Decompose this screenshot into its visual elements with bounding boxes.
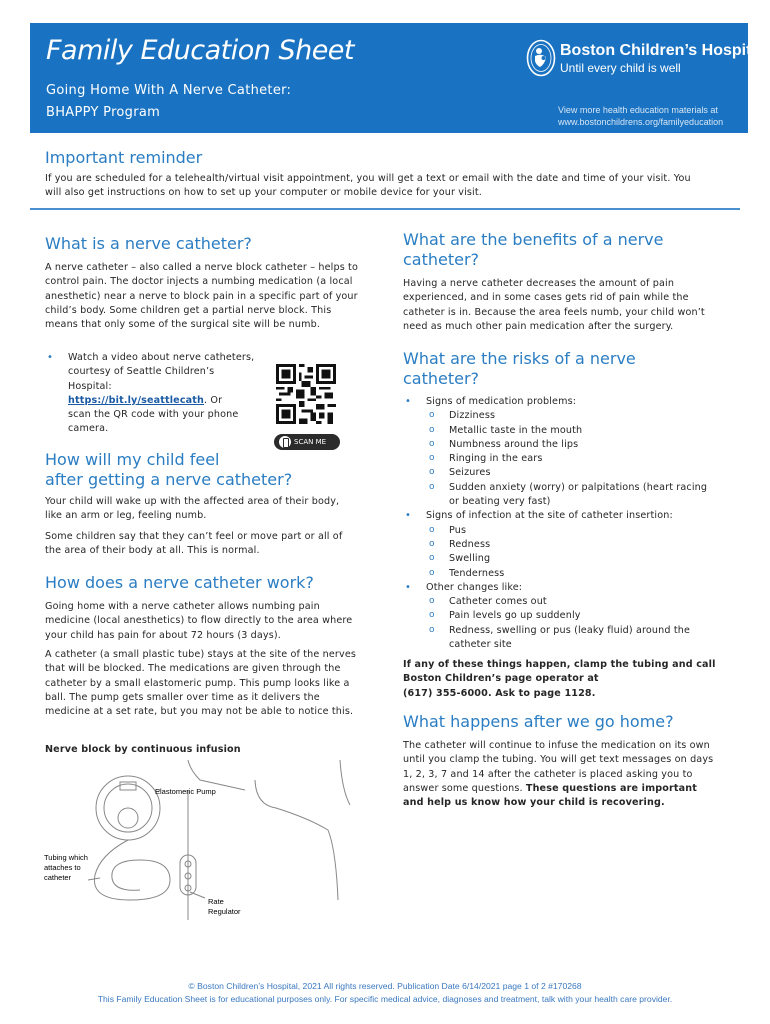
risks-alert: If any of these things happen, clamp the tubing and call Boston Children’s page operator at (617) 355-6000. Ask to page 1128. [403,659,716,699]
label-tubing-2: attaches to [44,863,81,872]
list-item: o Redness [426,538,743,552]
list-item: • Watch a video about nerve catheters, courtesy of Seattle Children’s Hospital: https://bit.ly/seattlecath. Or scan the QR code with your phone camera. [45,351,275,437]
hospital-name: Boston Children’s Hospital [560,42,765,59]
scan-me-button[interactable]: SCAN ME [274,434,340,450]
footer-disclaimer: This Family Education Sheet is for educational purposes only. For specific medical advice, diagnoses and treatment, talk with your health care provider. [97,994,673,1004]
how-works-para-2: A catheter (a small plastic tube) stays at the site of the nerves that will be blocked. The medications are given through the catheter by a small elastomeric pump. This pump looks like a ball. The pump gets smaller over time as it delivers the medicine at a set rate, but you may not be able to notice this. [45,649,357,718]
hospital-seal-icon [526,39,556,77]
video-link[interactable]: https://bit.ly/seattlecath [68,394,204,406]
hospital-tagline: Until every child is well [560,61,681,75]
what-is-body: A nerve catheter – also called a nerve block catheter – helps to control pain. The doctor injects a numbing medication (a local anesthetic) near a nerve to block pain in a specific part of your child’s body. Some children get a partial nerve block. This means that only some of the surgical site will be numb. [45,262,358,331]
label-rate-2: Regulator [208,907,241,916]
risks-list [403,395,743,652]
how-works-heading: How does a nerve catheter work? [45,573,314,592]
after-home-body: The catheter will continue to infuse the medication on its own until you clamp the tubing. You will get text messages on days 1, 2, 3, 7 and 14 after the catheter is placed asking you to answer some questions. These questions are important and help us know how your child is recovering. [403,740,714,809]
infection-signs-list [426,524,743,581]
list-item: o Catheter comes out [426,595,743,609]
risks-heading: What are the risks of a nerve catheter? [403,349,636,388]
section-divider [30,208,740,210]
page-subtitle: Going Home With A Nerve Catheter: [46,83,292,98]
what-is-heading: What is a nerve catheter? [45,234,252,253]
after-home-heading: What happens after we go home? [403,712,674,731]
header-banner [30,23,765,133]
reminder-body: If you are scheduled for a telehealth/virtual visit appointment, you will get a text or email with the date and time of your visit. You will also get instructions on how to set up your computer or mobile device for your visit. [45,173,691,199]
list-item: o Sudden anxiety (worry) or palpitations (heart racing or beating very fast) [426,481,743,510]
phone-icon [279,436,291,448]
list-item: o Swelling [426,552,743,566]
label-tubing-3: catheter [44,873,72,882]
program-name: BHAPPY Program [46,105,161,120]
label-elastomeric-pump: Elastomeric Pump [155,787,216,796]
feel-heading: How will my child feel after getting a nerve catheter? [45,450,293,489]
list-item: o Numbness around the lips [426,438,743,452]
list-item: o Seizures [426,466,743,480]
list-item: o Tenderness [426,567,743,581]
qr-code[interactable] [276,364,336,424]
more-materials-text: View more health education materials at [558,105,718,115]
nerve-block-diagram [40,760,380,960]
page-title: Family Education Sheet [46,35,355,66]
video-bullet [45,351,275,437]
list-item: • Signs of infection at the site of catheter insertion: o Pus o Redness o Swelling o Tenderness [403,509,743,580]
benefits-heading: What are the benefits of a nerve catheter? [403,230,664,269]
label-tubing-1: Tubing which [44,853,88,862]
other-changes-list [426,595,743,652]
list-item: o Metallic taste in the mouth [426,424,743,438]
reminder-heading: Important reminder [45,148,203,167]
more-materials-url[interactable]: www.bostonchildrens.org/familyeducation [558,117,724,127]
hospital-logo [526,37,765,81]
list-item: • Other changes like: o Catheter comes out o Pain levels go up suddenly o Redness, swelling or pus (leaky fluid) around the catheter site [403,581,743,652]
list-item: o Pain levels go up suddenly [426,609,743,623]
benefits-body: Having a nerve catheter decreases the amount of pain experienced, and in some cases gets rid of pain while the catheter is in. Because the area feels numb, your child won’t need as much other pain medication after the surgery. [403,278,705,332]
feel-para-1: Your child will wake up with the affected area of their body, like an arm or leg, feeling numb. [45,496,340,522]
list-item: o Pus [426,524,743,538]
footer-copyright: © Boston Children’s Hospital, 2021 All rights reserved. Publication Date 6/14/2021 page 1 of 2 #170268 [188,981,582,991]
label-rate-1: Rate [208,897,224,906]
diagram-caption: Nerve block by continuous infusion [45,744,241,755]
list-item: • Signs of medication problems: o Dizziness o Metallic taste in the mouth o Numbness around the lips o Ringing in the ears o Seizures o Sudden anxiety (worry) or palpitations (heart racing or beating very fast) [403,395,743,509]
feel-para-2: Some children say that they can’t feel or move part or all of the area of their body at all. This is normal. [45,531,343,557]
list-item: o Ringing in the ears [426,452,743,466]
list-item: o Dizziness [426,409,743,423]
list-item: o Redness, swelling or pus (leaky fluid) around the catheter site [426,624,743,653]
medication-problems-list [426,409,743,509]
how-works-para-1: Going home with a nerve catheter allows numbing pain medicine (local anesthetics) to flow directly to the area where your child has pain for about 72 hours (3 days). [45,601,353,641]
